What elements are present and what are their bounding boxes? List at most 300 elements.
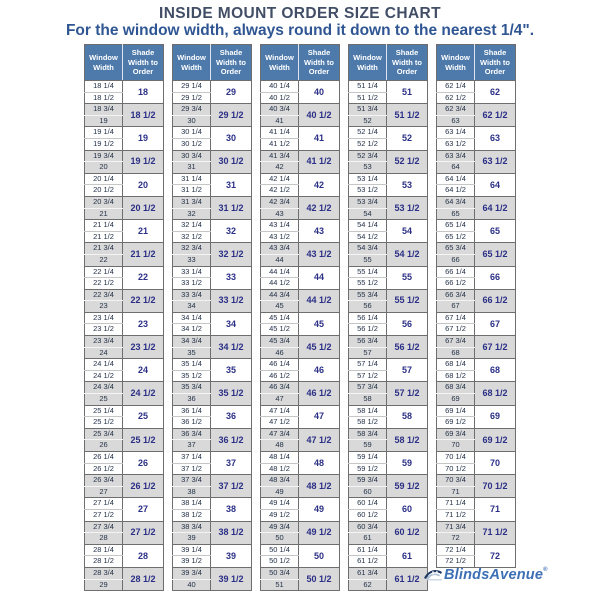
shade-width-cell: 33 [211,266,252,289]
window-width-cell: 36 1/4 [173,405,211,417]
shade-width-cell: 70 1/2 [475,475,516,498]
window-width-cell: 42 [261,162,299,174]
table-row [261,173,340,185]
window-width-cell: 69 1/2 [437,417,475,429]
window-width-cell: 34 1/4 [173,312,211,324]
window-width-cell: 54 1/4 [349,220,387,232]
shade-width-cell: 63 [475,127,516,150]
window-width-cell: 28 3/4 [85,567,123,579]
table-row [349,173,428,185]
window-width-cell: 42 1/2 [261,185,299,197]
window-width-cell: 45 [261,301,299,313]
window-width-cell: 38 1/2 [173,509,211,521]
window-width-cell: 59 1/4 [349,452,387,464]
window-width-cell: 43 1/4 [261,220,299,232]
window-width-cell: 48 1/2 [261,463,299,475]
window-width-cell: 69 1/4 [437,405,475,417]
window-width-cell: 31 3/4 [173,196,211,208]
table-row [261,567,340,579]
table-row [85,81,164,93]
window-width-cell: 51 1/4 [349,81,387,93]
shade-width-cell: 55 1/2 [387,289,428,312]
table-row [173,405,252,417]
window-width-cell: 62 3/4 [437,104,475,116]
shade-width-cell: 62 [475,81,516,104]
shade-width-cell: 47 1/2 [299,428,340,451]
window-width-cell: 24 [85,347,123,359]
shade-width-cell: 37 1/2 [211,475,252,498]
shade-width-cell: 46 [299,359,340,382]
shade-width-cell: 22 [123,266,164,289]
table-row [437,544,516,556]
shade-width-cell: 42 [299,173,340,196]
shade-width-cell: 23 1/2 [123,336,164,359]
window-width-cell: 40 3/4 [261,104,299,116]
table-row [173,452,252,464]
window-width-cell: 36 1/2 [173,417,211,429]
table-row [349,567,428,579]
shade-width-cell: 55 [387,266,428,289]
window-width-cell: 27 [85,486,123,498]
window-width-cell: 64 1/2 [437,185,475,197]
table-row [437,173,516,185]
window-width-cell: 18 1/2 [85,92,123,104]
window-width-cell: 53 [349,162,387,174]
table-row [173,359,252,371]
table-row [85,173,164,185]
table-row [349,428,428,440]
shade-width-cell: 54 [387,220,428,243]
shade-width-cell: 41 1/2 [299,150,340,173]
table-row [85,289,164,301]
table-row [261,289,340,301]
header-row [173,45,252,81]
table-row [261,452,340,464]
table-row [85,312,164,324]
table-row [349,405,428,417]
shade-width-cell: 58 1/2 [387,428,428,451]
shade-width-cell: 56 [387,312,428,335]
window-width-cell: 71 3/4 [437,521,475,533]
window-width-cell: 31 1/4 [173,173,211,185]
shade-width-cell: 39 1/2 [211,567,252,590]
window-width-cell: 63 1/4 [437,127,475,139]
shade-width-header: Shade Width to Order [299,45,340,81]
window-width-cell: 58 [349,394,387,406]
shade-width-cell: 49 [299,498,340,521]
window-width-cell: 35 3/4 [173,382,211,394]
window-width-cell: 72 1/2 [437,556,475,568]
table-row [85,196,164,208]
window-width-cell: 68 1/2 [437,370,475,382]
window-width-cell: 61 [349,533,387,545]
window-width-cell: 71 [437,486,475,498]
shade-width-cell: 28 [123,544,164,567]
window-width-cell: 30 1/2 [173,138,211,150]
shade-width-cell: 18 1/2 [123,104,164,127]
blindsavenue-logo [423,566,548,584]
table-row [437,220,516,232]
window-width-cell: 71 1/2 [437,509,475,521]
table-row [85,452,164,464]
table-row [173,567,252,579]
table-row [261,521,340,533]
window-width-cell: 67 1/4 [437,312,475,324]
shade-width-cell: 54 1/2 [387,243,428,266]
awning-icon [423,567,443,582]
shade-width-cell: 46 1/2 [299,382,340,405]
window-width-cell: 64 [437,162,475,174]
window-width-cell: 23 1/4 [85,312,123,324]
shade-width-cell: 39 [211,544,252,567]
table-row [437,243,516,255]
window-width-cell: 39 1/2 [173,556,211,568]
window-width-cell: 46 3/4 [261,382,299,394]
table-row [173,81,252,93]
shade-width-cell: 44 1/2 [299,289,340,312]
shade-width-cell: 38 [211,498,252,521]
table-row [173,127,252,139]
table-row [349,104,428,116]
window-width-cell: 63 1/2 [437,138,475,150]
window-width-cell: 29 [85,579,123,591]
window-width-cell: 42 3/4 [261,196,299,208]
window-width-cell: 24 1/2 [85,370,123,382]
window-width-cell: 35 1/4 [173,359,211,371]
window-width-header: Window Width [437,45,475,81]
shade-width-cell: 29 [211,81,252,104]
size-chart-column-5 [436,44,516,568]
table-row [173,336,252,348]
window-width-cell: 21 3/4 [85,243,123,255]
window-width-cell: 19 3/4 [85,150,123,162]
window-width-cell: 40 1/4 [261,81,299,93]
window-width-cell: 44 3/4 [261,289,299,301]
window-width-cell: 68 [437,347,475,359]
window-width-cell: 44 [261,254,299,266]
window-width-cell: 53 3/4 [349,196,387,208]
window-width-cell: 42 1/4 [261,173,299,185]
window-width-cell: 28 1/4 [85,544,123,556]
shade-width-cell: 69 [475,405,516,428]
shade-width-cell: 19 [123,127,164,150]
window-width-cell: 31 1/2 [173,185,211,197]
shade-width-cell: 71 [475,498,516,521]
window-width-cell: 29 1/2 [173,92,211,104]
shade-width-cell: 31 [211,173,252,196]
window-width-cell: 51 1/2 [349,92,387,104]
window-width-cell: 65 [437,208,475,220]
window-width-cell: 20 [85,162,123,174]
table-row [437,359,516,371]
table-row [349,336,428,348]
window-width-cell: 43 [261,208,299,220]
table-row [437,498,516,510]
shade-width-cell: 66 [475,266,516,289]
window-width-cell: 51 [261,579,299,591]
table-row [261,220,340,232]
shade-width-cell: 68 [475,359,516,382]
table-row [349,150,428,162]
table-row [85,382,164,394]
window-width-cell: 18 1/4 [85,81,123,93]
window-width-cell: 51 3/4 [349,104,387,116]
table-row [349,498,428,510]
table-row [173,196,252,208]
window-width-cell: 22 [85,254,123,266]
shade-width-header: Shade Width to Order [123,45,164,81]
window-width-cell: 41 3/4 [261,150,299,162]
window-width-cell: 53 1/2 [349,185,387,197]
window-width-cell: 30 3/4 [173,150,211,162]
window-width-cell: 34 [173,301,211,313]
shade-width-cell: 27 1/2 [123,521,164,544]
size-chart-column-1 [84,44,164,591]
shade-width-cell: 60 [387,498,428,521]
window-width-cell: 41 1/4 [261,127,299,139]
window-width-cell: 37 1/2 [173,463,211,475]
table-row [437,196,516,208]
window-width-cell: 33 1/4 [173,266,211,278]
window-width-cell: 72 1/4 [437,544,475,556]
shade-width-cell: 40 [299,81,340,104]
window-width-cell: 38 3/4 [173,521,211,533]
table-row [85,336,164,348]
shade-width-cell: 49 1/2 [299,521,340,544]
window-width-cell: 57 1/4 [349,359,387,371]
window-width-cell: 21 1/4 [85,220,123,232]
window-width-cell: 65 3/4 [437,243,475,255]
table-row [173,544,252,556]
shade-width-cell: 30 [211,127,252,150]
window-width-cell: 60 3/4 [349,521,387,533]
shade-width-cell: 67 1/2 [475,336,516,359]
window-width-cell: 55 [349,254,387,266]
shade-width-cell: 64 1/2 [475,196,516,219]
table-row [261,475,340,487]
window-width-cell: 27 1/2 [85,509,123,521]
table-row [173,104,252,116]
shade-width-header: Shade Width to Order [475,45,516,81]
window-width-cell: 47 3/4 [261,428,299,440]
window-width-cell: 30 1/4 [173,127,211,139]
table-row [261,196,340,208]
shade-width-cell: 23 [123,312,164,335]
shade-width-cell: 52 1/2 [387,150,428,173]
table-row [437,405,516,417]
shade-width-cell: 59 1/2 [387,475,428,498]
shade-width-cell: 24 1/2 [123,382,164,405]
window-width-cell: 41 [261,115,299,127]
window-width-cell: 47 1/4 [261,405,299,417]
shade-width-cell: 44 [299,266,340,289]
window-width-cell: 55 1/4 [349,266,387,278]
window-width-cell: 37 3/4 [173,475,211,487]
table-row [85,428,164,440]
shade-width-cell: 32 1/2 [211,243,252,266]
size-chart [0,44,600,591]
window-width-cell: 65 1/4 [437,220,475,232]
window-width-cell: 34 3/4 [173,336,211,348]
window-width-cell: 56 [349,301,387,313]
shade-width-cell: 67 [475,312,516,335]
page-subtitle: For the window width, always round it down to the nearest 1/4". [65,22,535,39]
window-width-cell: 36 [173,394,211,406]
table-row [173,498,252,510]
table-row [437,289,516,301]
shade-width-cell: 56 1/2 [387,336,428,359]
window-width-cell: 29 3/4 [173,104,211,116]
table-row [437,475,516,487]
table-row [349,81,428,93]
window-width-cell: 41 1/2 [261,138,299,150]
table-row [261,405,340,417]
table-row [261,544,340,556]
window-width-cell: 47 [261,394,299,406]
shade-width-cell: 30 1/2 [211,150,252,173]
window-width-cell: 67 1/2 [437,324,475,336]
shade-width-cell: 45 1/2 [299,336,340,359]
window-width-cell: 20 3/4 [85,196,123,208]
table-row [437,521,516,533]
page-title: INSIDE MOUNT ORDER SIZE CHART [159,5,441,22]
header-row [261,45,340,81]
shade-width-cell: 18 [123,81,164,104]
window-width-cell: 56 1/2 [349,324,387,336]
window-width-cell: 53 1/4 [349,173,387,185]
window-width-cell: 49 [261,486,299,498]
window-width-cell: 48 3/4 [261,475,299,487]
window-width-cell: 61 3/4 [349,567,387,579]
window-width-cell: 54 1/2 [349,231,387,243]
shade-width-cell: 21 [123,220,164,243]
table-row [437,428,516,440]
window-width-cell: 29 1/4 [173,81,211,93]
table-row [349,544,428,556]
window-width-cell: 35 [173,347,211,359]
window-width-cell: 54 [349,208,387,220]
window-width-cell: 45 1/2 [261,324,299,336]
table-row [85,104,164,116]
table-row [85,150,164,162]
table-row [437,104,516,116]
window-width-cell: 24 3/4 [85,382,123,394]
window-width-cell: 63 [437,115,475,127]
window-width-cell: 20 1/4 [85,173,123,185]
window-width-cell: 48 [261,440,299,452]
shade-width-cell: 21 1/2 [123,243,164,266]
shade-width-cell: 25 1/2 [123,428,164,451]
table-row [173,289,252,301]
shade-width-cell: 22 1/2 [123,289,164,312]
window-width-cell: 20 1/2 [85,185,123,197]
window-width-cell: 30 [173,115,211,127]
window-width-cell: 37 1/4 [173,452,211,464]
table-row [173,220,252,232]
logo-text: BlindsAvenue [444,567,544,583]
window-width-cell: 19 [85,115,123,127]
shade-width-cell: 53 1/2 [387,196,428,219]
table-row [437,452,516,464]
window-width-cell: 22 1/2 [85,278,123,290]
window-width-cell: 66 1/2 [437,278,475,290]
table-row [261,382,340,394]
window-width-cell: 61 1/4 [349,544,387,556]
window-width-cell: 26 [85,440,123,452]
table-row [85,475,164,487]
shade-width-cell: 63 1/2 [475,150,516,173]
window-width-cell: 66 3/4 [437,289,475,301]
table-row [173,428,252,440]
table-row [261,428,340,440]
window-width-cell: 65 1/2 [437,231,475,243]
window-width-cell: 72 [437,533,475,545]
shade-width-cell: 36 [211,405,252,428]
shade-width-cell: 35 1/2 [211,382,252,405]
window-width-cell: 45 3/4 [261,336,299,348]
window-width-cell: 33 [173,254,211,266]
window-width-cell: 54 3/4 [349,243,387,255]
shade-width-cell: 20 1/2 [123,196,164,219]
window-width-cell: 36 3/4 [173,428,211,440]
window-width-cell: 68 1/4 [437,359,475,371]
window-width-cell: 60 1/4 [349,498,387,510]
shade-width-cell: 31 1/2 [211,196,252,219]
window-width-cell: 33 1/2 [173,278,211,290]
window-width-cell: 43 3/4 [261,243,299,255]
shade-width-cell: 42 1/2 [299,196,340,219]
window-width-header: Window Width [173,45,211,81]
table-row [349,475,428,487]
shade-width-cell: 68 1/2 [475,382,516,405]
window-width-cell: 28 [85,533,123,545]
shade-width-cell: 51 1/2 [387,104,428,127]
shade-width-cell: 65 [475,220,516,243]
table-row [261,127,340,139]
shade-width-cell: 19 1/2 [123,150,164,173]
table-row [173,312,252,324]
window-width-cell: 39 3/4 [173,567,211,579]
shade-width-cell: 32 [211,220,252,243]
window-width-cell: 49 3/4 [261,521,299,533]
shade-width-cell: 66 1/2 [475,289,516,312]
window-width-cell: 62 1/2 [437,92,475,104]
table-row [173,475,252,487]
window-width-cell: 63 3/4 [437,150,475,162]
window-width-cell: 26 1/4 [85,452,123,464]
window-width-cell: 32 [173,208,211,220]
window-width-cell: 19 1/4 [85,127,123,139]
table-row [261,150,340,162]
size-chart-column-2 [172,44,252,591]
header-row [437,45,516,81]
shade-width-cell: 40 1/2 [299,104,340,127]
shade-width-header: Shade Width to Order [387,45,428,81]
shade-width-cell: 62 1/2 [475,104,516,127]
window-width-cell: 34 1/2 [173,324,211,336]
table-row [261,243,340,255]
size-chart-column-4 [348,44,428,591]
table-row [349,382,428,394]
window-width-cell: 70 [437,440,475,452]
shade-width-cell: 34 1/2 [211,336,252,359]
window-width-cell: 50 [261,533,299,545]
window-width-cell: 25 [85,394,123,406]
shade-width-cell: 64 [475,173,516,196]
window-width-cell: 31 [173,162,211,174]
table-row [85,243,164,255]
window-width-cell: 44 1/4 [261,266,299,278]
